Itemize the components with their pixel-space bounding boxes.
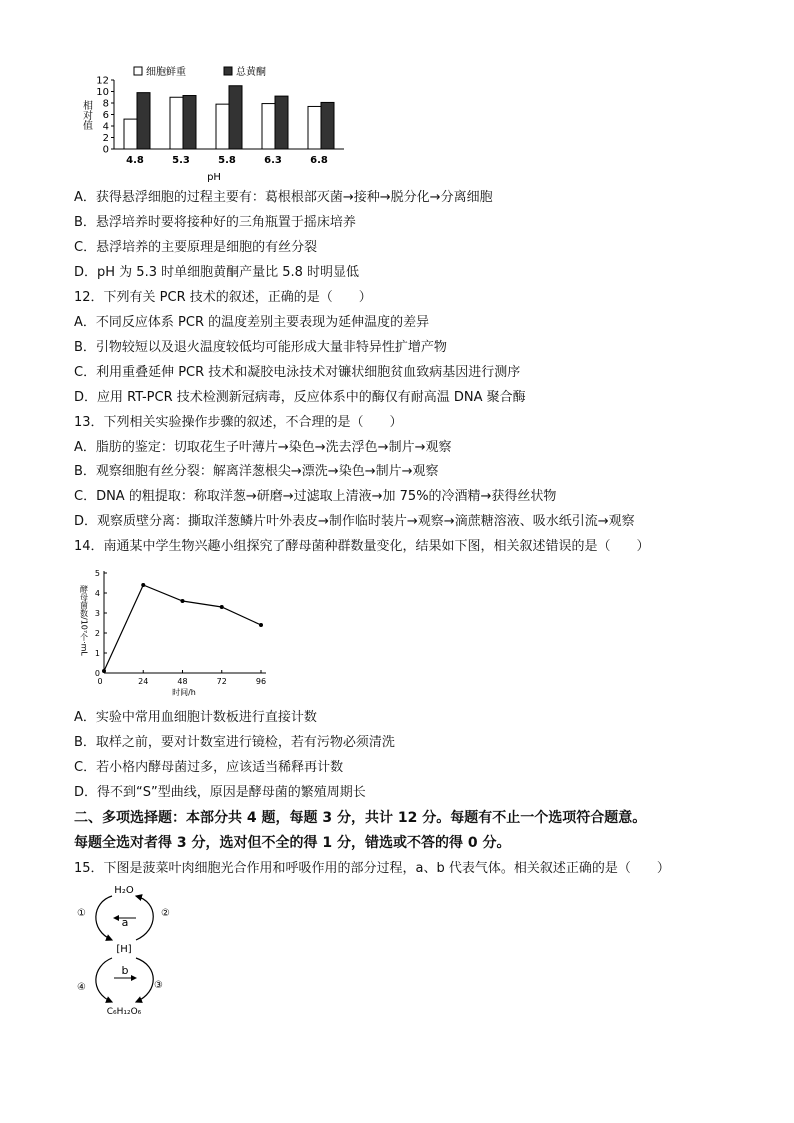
bar-x-tick-label: 5.3 [172,155,190,166]
diagram-label-b: b [121,964,129,977]
q14-option-b: B．取样之前，要对计数室进行镜检，若有污物必须清洗 [74,735,395,750]
q13-option-c: C．DNA 的粗提取：称取洋葱→研磨→过滤取上清液→加 75%的冷酒精→获得丝状物 [74,489,557,504]
q13-option-a: A．脂肪的鉴定：切取花生子叶薄片→染色→洗去浮色→制片→观察 [74,440,452,455]
bar-ylabel: 相对值 [80,100,92,130]
line-point [259,623,263,627]
arrow-3 [136,958,153,1002]
line-y-tick-label: 5 [94,569,100,578]
bar-x-tick-label: 5.8 [218,155,236,166]
bar-y-tick-label: 2 [102,133,109,144]
line-y-tick-label: 1 [94,649,100,658]
q12-stem: 12．下列有关 PCR 技术的叙述，正确的是（ ） [74,290,372,305]
line-series [104,585,261,671]
diagram-num-2: ② [161,908,170,919]
line-y-tick-label: 2 [94,629,100,638]
line-ylabel: 酵母菌数/10⁷个·mL [79,585,89,656]
bar-x-tick-label: 6.3 [264,155,282,166]
legend-swatch-flavonoids [224,67,232,75]
line-point [102,669,106,673]
bar-fresh-weight [170,97,183,149]
q14-stem: 14．南通某中学生物兴趣小组探究了酵母菌种群数量变化，结果如下图，相关叙述错误的是（ ） [74,539,650,554]
bar-chart [74,60,354,182]
cycle-diagram [74,880,194,1020]
q12-option-a: A．不同反应体系 PCR 的温度差别主要表现为延伸温度的差异 [74,315,430,330]
q12-option-c: C．利用重叠延伸 PCR 技术和凝胶电泳技术对镰状细胞贫血致病基因进行测序 [74,365,521,380]
arrow-2 [136,896,153,940]
bar-x-tick-label: 4.8 [126,155,144,166]
q12-option-d: D．应用 RT-PCR 技术检测新冠病毒，反应体系中的酶仅有耐高温 DNA 聚合酶 [74,390,526,405]
q11-option-d: D．pH 为 5.3 时单细胞黄酮产量比 5.8 时明显低 [74,265,360,280]
arrow-4 [96,958,112,1002]
line-xlabel: 时间/h [172,688,196,697]
bar-y-tick-label: 12 [96,75,109,87]
bar-x-tick-label: 6.8 [310,155,328,166]
q13-option-b: B．观察细胞有丝分裂：解离洋葱根尖→漂洗→染色→制片→观察 [74,464,439,479]
line-x-tick-label: 0 [97,677,103,686]
line-point [141,583,145,587]
bar-y-tick-label: 10 [96,87,109,98]
line-y-tick-label: 3 [94,609,100,618]
q13-stem: 13．下列相关实验操作步骤的叙述，不合理的是（ ） [74,415,403,430]
diagram-num-4: ④ [77,982,86,993]
bar-fresh-weight [216,104,229,149]
arrow-1 [96,896,112,940]
diagram-h2o: H₂O [114,885,134,896]
diagram-num-3: ③ [154,980,163,991]
bar-y-tick-label: 0 [102,144,109,156]
diagram-glucose: C₆H₁₂O₆ [106,1007,142,1017]
bar-flavonoids [137,93,150,149]
bar-y-tick-label: 8 [102,98,109,110]
section2-heading-line1: 二、多项选择题：本部分共 4 题，每题 3 分，共计 12 分。每题有不止一个选项符合题意。 [74,810,647,826]
line-x-tick-label: 72 [216,677,227,686]
line-x-tick-label: 48 [177,677,188,686]
line-y-tick-label: 4 [94,589,100,598]
bar-fresh-weight [124,119,137,149]
bar-y-tick-label: 4 [102,121,109,133]
legend-label-flavonoids: 总黄酮 [236,67,266,78]
q15-stem: 15．下图是菠菜叶肉细胞光合作用和呼吸作用的部分过程，a、b 代表气体。相关叙述正确的是（ ） [74,861,670,876]
q11-option-b: B．悬浮培养时要将接种好的三角瓶置于摇床培养 [74,215,356,230]
bar-fresh-weight [262,104,275,149]
chart-legend [134,65,266,78]
legend-label-fresh-weight: 细胞鲜重 [146,67,186,78]
q11-option-c: C．悬浮培养的主要原理是细胞的有丝分裂 [74,240,318,255]
bar-flavonoids [321,102,334,149]
line-x-tick-label: 24 [138,677,149,686]
q14-option-a: A．实验中常用血细胞计数板进行直接计数 [74,710,317,725]
line-x-tick-label: 96 [255,677,267,686]
q14-option-d: D．得不到“S”型曲线，原因是酵母菌的繁殖周期长 [74,785,366,800]
bar-fresh-weight [308,106,321,149]
bar-flavonoids [229,86,242,149]
diagram-num-1: ① [77,908,86,919]
q11-option-a: A．获得悬浮细胞的过程主要有：葛根根部灭菌→接种→脱分化→分离细胞 [74,190,493,205]
diagram-h: [H] [116,944,132,955]
line-point [181,599,185,603]
bar-xlabel: pH [207,172,221,182]
bar-flavonoids [275,96,288,149]
q14-option-c: C．若小格内酵母菌过多，应该适当稀释再计数 [74,760,344,775]
bar-y-tick-label: 6 [102,110,109,121]
line-y-tick-label: 0 [94,669,100,678]
legend-swatch-fresh-weight [134,67,142,75]
line-chart [74,563,274,701]
line-point [220,605,224,609]
q13-option-d: D．观察质壁分离：撕取洋葱鳞片叶外表皮→制作临时装片→观察→滴蔗糖溶液、吸水纸引流→观察 [74,514,635,529]
bar-flavonoids [183,96,196,149]
diagram-label-a: a [121,916,129,929]
q12-option-b: B．引物较短以及退火温度较低均可能形成大量非特异性扩增产物 [74,340,447,355]
section2-heading-line2: 每题全选对者得 3 分，选对但不全的得 1 分，错选或不答的得 0 分。 [74,835,511,851]
